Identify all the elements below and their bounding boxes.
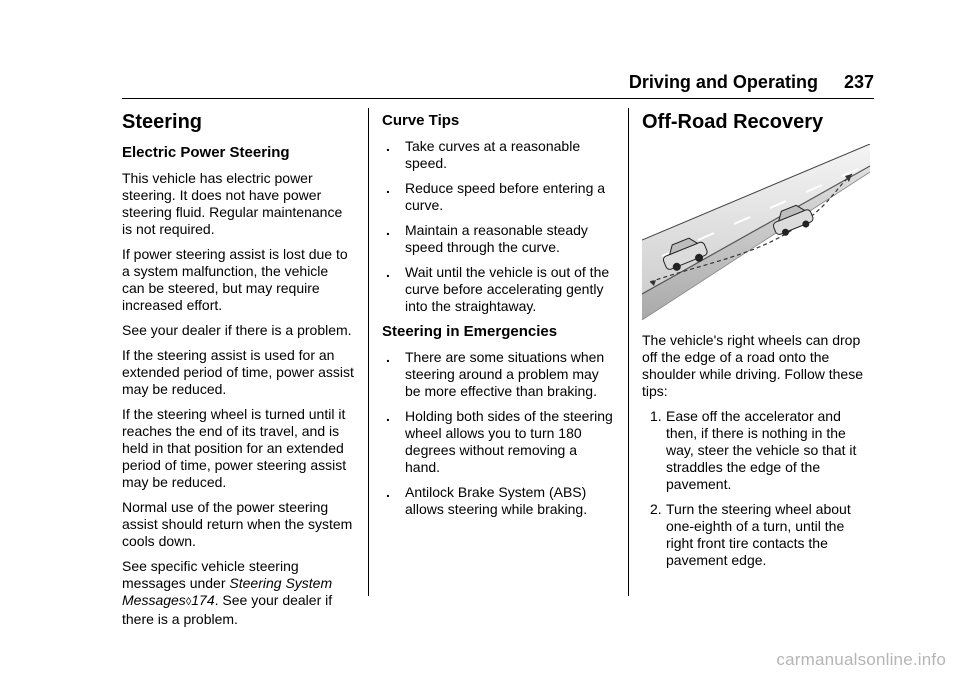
watermark: carmanualsonline.info — [776, 650, 946, 669]
curve-tips-list — [382, 138, 614, 315]
column-off-road-recovery — [642, 106, 874, 577]
list-item: . Maintain a reasonable steady speed through the curve. — [382, 222, 614, 256]
list-item: . Antilock Brake System (ABS) allows steering while braking. — [382, 484, 614, 518]
page-reference[interactable]: 174 — [191, 592, 215, 608]
paragraph: If power steering assist is lost due to a system malfunction, the vehicle can be steered, but may require increased effort. — [122, 246, 348, 313]
column-steering — [122, 106, 354, 636]
list-item: . Take curves at a reasonable speed. — [382, 138, 614, 172]
column-curve-tips — [382, 106, 614, 526]
heading-steering: Steering — [122, 111, 203, 133]
paragraph: If the steering assist is used for an extended period of time, power assist may be reduced. — [122, 347, 354, 397]
list-item: . Reduce speed before entering a curve. — [382, 180, 614, 214]
page-number: 237 — [843, 72, 874, 92]
page-header — [629, 72, 874, 93]
column-divider-1 — [368, 108, 369, 596]
column-divider-2 — [628, 108, 629, 596]
list-item: . Holding both sides of the steering wheel allows you to turn 180 degrees without removing a hand. — [382, 408, 614, 476]
heading-electric-power-steering: Electric Power Steering — [122, 144, 290, 161]
paragraph: See your dealer if there is a problem. — [122, 322, 352, 338]
section-title: Driving and Operating — [628, 72, 818, 92]
recovery-steps-list — [642, 408, 874, 569]
heading-steering-in-emergencies: Steering in Emergencies — [382, 323, 558, 340]
header-rule — [122, 98, 874, 99]
intro-paragraph: The vehicle's right wheels can drop off the edge of a road onto the shoulder while driving. Follow these tips: — [642, 332, 863, 399]
list-item: 1. Ease off the accelerator and then, if there is nothing in the way, steer the vehicle so that it straddles the edge of the pavement. — [650, 408, 857, 492]
page-reference-icon: ◊ — [185, 596, 192, 608]
list-item: . There are some situations when steering around a problem may be more effective than braking. — [382, 349, 614, 400]
heading-off-road-recovery: Off-Road Recovery — [642, 111, 824, 133]
steering-system-messages-link[interactable]: Steering System Messages — [122, 575, 333, 608]
paragraph: Normal use of the power steering assist should return when the system cools down. — [122, 499, 353, 549]
heading-curve-tips: Curve Tips — [382, 112, 460, 129]
paragraph: This vehicle has electric power steering. It does not have power steering fluid. Regular maintenance is not required. — [122, 170, 343, 237]
paragraph-with-reference: See specific vehicle steering messages under Steering System Messages◊174. See your dealer if there is a problem. — [122, 558, 333, 627]
off-road-recovery-illustration — [642, 144, 872, 320]
list-item: . Wait until the vehicle is out of the curve before accelerating gently into the straightaway. — [382, 264, 614, 315]
paragraph: If the steering wheel is turned until it reaches the end of its travel, and is held in that position for an extended period of time, power steering assist may be reduced. — [122, 406, 347, 490]
list-item: 2. Turn the steering wheel about one-eighth of a turn, until the right front tire contacts the pavement edge. — [650, 501, 851, 568]
emergency-tips-list — [382, 349, 614, 518]
